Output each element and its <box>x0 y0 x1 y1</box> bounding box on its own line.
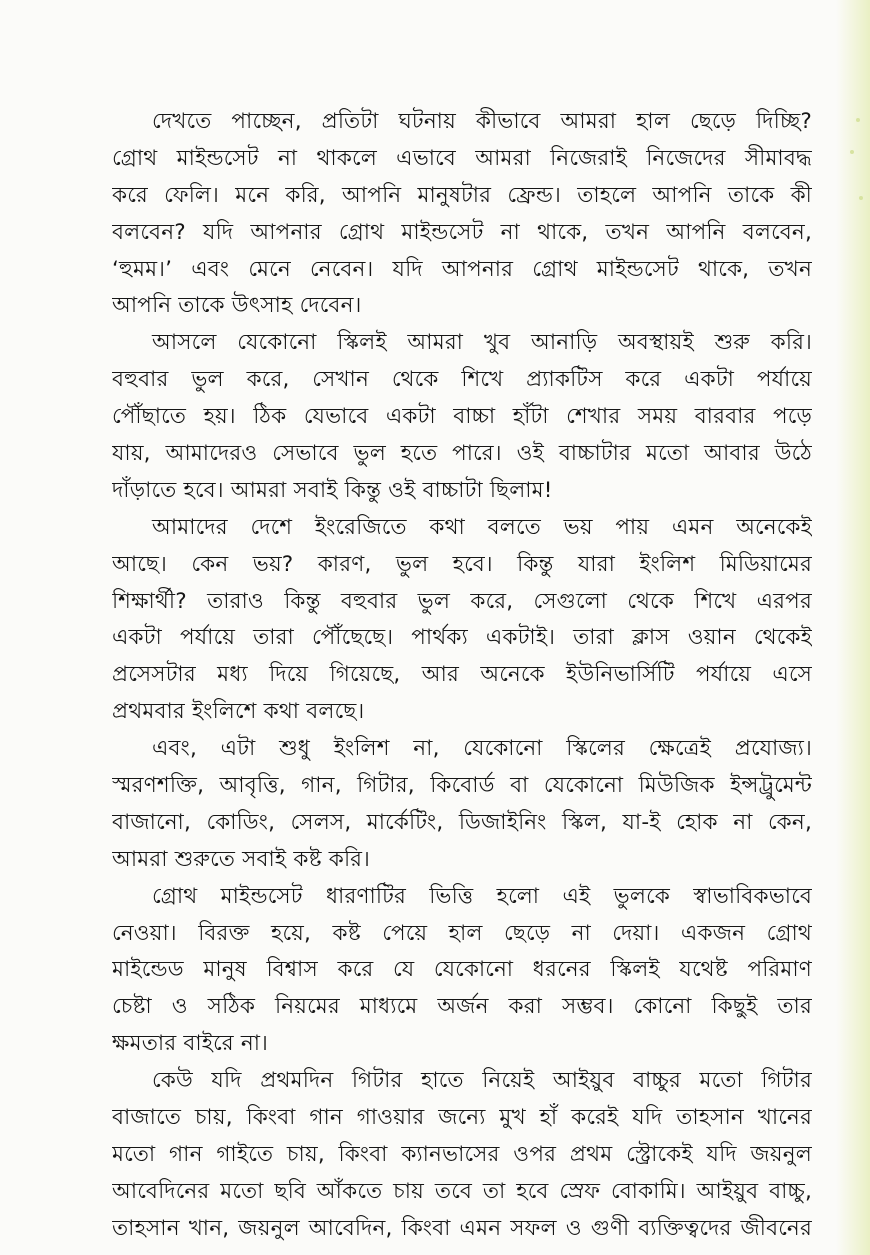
page-edge-tint <box>836 0 870 1255</box>
text-line: আবেদিনের মতো ছবি আঁকতে চায় তবে তা হবে স্রেফ বোকামি। আইয়ুব বাচ্চু, <box>112 1178 812 1204</box>
text-line: আছে। কেন ভয়? কারণ, ভুল হবে। কিন্তু যারা ইংলিশ মিডিয়ামের <box>112 551 812 577</box>
text-line: এবং, এটা শুধু ইংলিশ না, যেকোনো স্কিলের ক্ষেত্রেই প্রযোজ্য। <box>152 736 812 762</box>
text-line: তাহসান খান, জয়নুল আবেদিন, কিংবা এমন সফল ও গুণী ব্যক্তিত্বদের জীবনের <box>112 1215 812 1241</box>
text-line: চেষ্টা ও সঠিক নিয়মের মাধ্যমে অর্জন করা সম্ভব। কোনো কিছুই তার <box>112 994 812 1020</box>
text-line: বহুবার ভুল করে, সেখান থেকে শিখে প্র্যাকটিস করে একটা পর্যায়ে <box>112 367 812 393</box>
text-line: গ্রোথ মাইন্ডসেট ধারণাটির ভিত্তি হলো এই ভুলকে স্বাভাবিকভাবে <box>152 883 812 909</box>
text-line: একটা পর্যায়ে তারা পৌঁছেছে। পার্থক্য একটাই। তারা ক্লাস ওয়ান থেকেই <box>112 625 812 651</box>
text-line: শিক্ষার্থী? তারাও কিন্তু বহুবার ভুল করে, সেগুলো থেকে শিখে এরপর <box>112 588 812 614</box>
paragraph <box>112 731 812 879</box>
paragraph <box>112 879 812 1063</box>
text-line: মাইন্ডেড মানুষ বিশ্বাস করে যে যেকোনো ধরনের স্কিলই যথেষ্ট পরিমাণ <box>112 957 812 983</box>
text-line: প্রথমবার ইংলিশে কথা বলছে। <box>112 699 365 725</box>
paper-speck <box>856 118 860 122</box>
text-line: বলবেন? যদি আপনার গ্রোথ মাইন্ডসেট না থাকে, তখন আপনি বলবেন, <box>112 219 812 245</box>
paper-speck <box>850 150 854 154</box>
text-line: আমাদের দেশে ইংরেজিতে কথা বলতে ভয় পায় এমন অনেকেই <box>152 514 812 540</box>
text-line: বাজানো, কোডিং, সেলস, মার্কেটিং, ডিজাইনিং স্কিল, যা-ই হোক না কেন, <box>112 809 812 835</box>
paragraph <box>112 510 812 731</box>
text-line: প্রসেসটার মধ্য দিয়ে গিয়েছে, আর অনেকে ইউনিভার্সিটি পর্যায়ে এসে <box>112 662 812 688</box>
text-line: ক্ষমতার বাইরে না। <box>112 1031 269 1057</box>
text-line: দাঁড়াতে হবে। আমরা সবাই কিন্তু ওই বাচ্চাটা ছিলাম! <box>112 477 553 503</box>
paragraph <box>112 104 812 325</box>
book-page-text <box>112 104 812 1248</box>
text-line: ‘হুমম।’ এবং মেনে নেবেন। যদি আপনার গ্রোথ মাইন্ডসেট থাকে, তখন <box>112 256 812 282</box>
text-line: আপনি তাকে উৎসাহ দেবেন। <box>112 293 362 319</box>
text-line: বাজাতে চায়, কিংবা গান গাওয়ার জন্যে মুখ হাঁ করেই যদি তাহসান খানের <box>112 1105 812 1131</box>
text-line: পৌঁছাতে হয়। ঠিক যেভাবে একটা বাচ্চা হাঁটা শেখার সময় বারবার পড়ে <box>112 404 812 430</box>
paragraph <box>112 325 812 509</box>
text-line: করে ফেলি। মনে করি, আপনি মানুষটার ফ্রেন্ড। তাহলে আপনি তাকে কী <box>112 182 812 208</box>
text-line: গ্রোথ মাইন্ডসেট না থাকলে এভাবে আমরা নিজেরাই নিজেদের সীমাবদ্ধ <box>112 145 812 171</box>
text-line: দেখতে পাচ্ছেন, প্রতিটা ঘটনায় কীভাবে আমরা হাল ছেড়ে দিচ্ছি? <box>152 109 812 134</box>
text-line: আসলে যেকোনো স্কিলই আমরা খুব আনাড়ি অবস্থায়ই শুরু করি। <box>152 330 812 356</box>
text-line: যায়, আমাদেরও সেভাবে ভুল হতে পারে। ওই বাচ্চাটার মতো আবার উঠে <box>112 441 812 467</box>
text-line: মতো গান গাইতে চায়, কিংবা ক্যানভাসের ওপর প্রথম স্ট্রোকেই যদি জয়নুল <box>112 1141 812 1167</box>
text-line: স্মরণশক্তি, আবৃত্তি, গান, গিটার, কিবোর্ড বা যেকোনো মিউজিক ইন্সট্রুমেন্ট <box>112 773 812 799</box>
text-line: নেওয়া। বিরক্ত হয়ে, কষ্ট পেয়ে হাল ছেড়ে না দেয়া। একজন গ্রোথ <box>112 920 812 946</box>
text-line: কেউ যদি প্রথমদিন গিটার হাতে নিয়েই আইয়ুব বাচ্চুর মতো গিটার <box>152 1068 812 1094</box>
text-line: আমরা শুরুতে সবাই কষ্ট করি। <box>112 846 371 872</box>
paragraph <box>112 1063 812 1247</box>
paper-speck <box>859 196 863 200</box>
